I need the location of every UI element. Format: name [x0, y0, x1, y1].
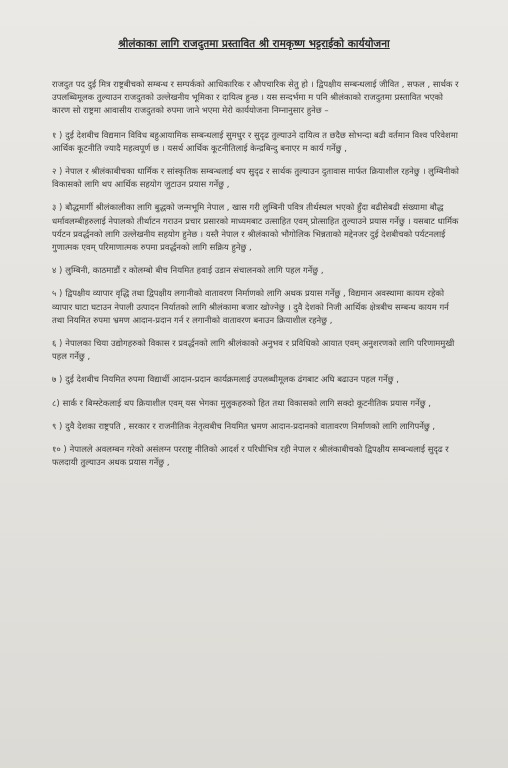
- item-number: ९ ): [52, 420, 63, 431]
- item-text: लुम्बिनी, काठमाडौं र कोलम्बो बीच नियमित हवाई उडान संचालनको लागि पहल गर्नेछु ,: [65, 265, 324, 276]
- item-number: ८): [52, 397, 60, 408]
- item-text: दुई देशबीच नियमित रुपमा विद्यार्थी आदान-प्रदान कार्यक्रमलाई उपलब्धीमूलक ढंगबाट अघि बढाउन पहल गर्नेछु ,: [65, 374, 399, 385]
- plan-item-10: [52, 443, 462, 469]
- item-number: ३ ): [52, 202, 63, 213]
- item-number: ७ ): [52, 374, 63, 385]
- plan-item-3: [52, 201, 462, 254]
- plan-item-1: [52, 129, 462, 155]
- item-text: बौद्धमार्गी श्रीलंकालीका लागि बुद्धको जन्मभूमि नेपाल , खास गरी लुम्बिनी पवित्र तीर्थस्थल भएको हुँदा बढीसेबढी संख्यामा बौद्ध धर्मावलम्बीहरुलाई नेपालको तीर्थाटन गराउन प्रचार प्रसारको माध्यमबाट उत्साहित एवम् प्रोत्साहित तुल्याउने प्रयास गर्नेछु । यसबाट धार्मिक पर्यटन प्रवर्द्धनको लागि उल्लेखनीय सहयोग हुनेछ । यस्तै नेपाल र श्रीलंकाको भौगोलिक भिन्नताको मद्देनजर दुई देशबीचको पर्यटनलाई गुणात्मक एवम् परिमाणात्मक रुपमा प्रवर्द्धनको लागि सक्रिय हुनेछु ,: [52, 202, 459, 253]
- plan-item-5: [52, 287, 462, 327]
- item-number: १ ): [52, 129, 63, 140]
- item-text: नेपाल र श्रीलंकाबीचका धार्मिक र सांस्कृतिक सम्बन्धलाई थप सुदृढ र सार्थक तुल्याउन दुतावास मार्फत क्रियाशील रहनेछु । लुम्बिनीको विकासको लागि थप आर्थिक सहयोग जुटाउन प्रयास गर्नेछु ,: [52, 166, 459, 190]
- item-text: दुवै देशका राष्ट्रपति , सरकार र राजनीतिक नेतृत्वबीच नियमित भ्रमण आदान-प्रदानको वातावरण निर्माणको लागि लागिपर्नेछु ,: [65, 420, 436, 431]
- plan-item-6: [52, 337, 462, 363]
- plan-item-8: [52, 397, 462, 410]
- item-number: ५ ): [52, 288, 63, 299]
- plan-item-7: [52, 373, 462, 386]
- intro-paragraph: राजदुत पद दुई मित्र राष्ट्रबीचको सम्बन्ध र सम्पर्कको आधिकारिक र औपचारिक सेतु हो । द्विपक्षीय सम्बन्धलाई जीवित , सफल , सार्थक र उपलब्धिमूलक तुल्याउन राजदुतको उल्लेखनीय भूमिका र दायित्व हुन्छ । यस सन्दर्भमा म पनि श्रीलंकाको राजदुतमा प्रस्तावित भएको कारण सो राष्ट्रमा आवासीय राजदुतको रुपमा जाने भएमा मेरो कार्ययोजना निम्नानुसार हुनेछ –: [52, 79, 459, 116]
- plan-item-9: [52, 420, 462, 433]
- item-number: १० ): [52, 444, 67, 455]
- item-text: नेपालले अवलम्बन गरेको असंलग्न परराष्ट्र नीतिको आदर्श र परिधीभित्र रही नेपाल र श्रीलंकाबीचको द्विपक्षीय सम्बन्धलाई सुदृढ र फलदायी तुल्याउन अथक प्रयास गर्नेछु ,: [52, 444, 449, 468]
- item-text: दुई देशबीच विद्यमान विविध बहुआयामिक सम्बन्धलाई सुमधुर र सुदृढ तुल्याउने दायित्व त छदैछ सोभन्दा बढी वर्तमान विश्व परिवेशमा आर्थिक कूटनीति ज्यादै महत्वपूर्ण छ । यसर्थ आर्थिक कूटनीतिलाई केन्द्रबिन्दु बनाएर म कार्य गर्नेछु ,: [52, 129, 458, 153]
- document-title: श्रीलंकाका लागि राजदुतमा प्रस्तावित श्री रामकृष्ण भट्टराईको कार्ययोजना: [118, 38, 390, 50]
- item-text: द्विपक्षीय व्यापार वृद्धि तथा द्विपक्षीय लगानीको वातावरण निर्माणको लागि अथक प्रयास गर्नेछु , विद्यमान अवस्थामा कायम रहेको व्यापार घाटा घटाउन नेपाली उत्पादन निर्यातको लागि श्रीलंकामा बजार खोज्नेछु । दुवै देशको निजी आर्थिक क्षेत्रबीच सम्बन्ध कायम गर्न तथा नियमित रुपमा भ्रमण आदान-प्रदान गर्न र लगानीको वातावरण बनाउन क्रियाशील रहनेछु ,: [52, 288, 449, 325]
- item-text: सार्क र बिम्स्टेकलाई थप क्रियाशील एवम् यस भेगका मुलुकहरुको हित तथा विकासको लागि सक्दो कूटनीतिक प्रयास गर्नेछु ,: [62, 397, 431, 408]
- item-number: ४ ): [52, 265, 63, 276]
- plan-item-2: [52, 165, 462, 191]
- item-text: नेपालका चिया उद्योगहरुको विकास र प्रवर्द्धनको लागि श्रीलंकाको अनुभव र प्रविधिको आयात एवम् अनुशरणको लागि परिणाममुखी पहल गर्नेछु ,: [52, 338, 455, 362]
- item-number: २ ): [52, 166, 63, 177]
- document-body: [52, 78, 462, 479]
- item-number: ६ ): [52, 338, 63, 349]
- plan-item-4: [52, 264, 462, 277]
